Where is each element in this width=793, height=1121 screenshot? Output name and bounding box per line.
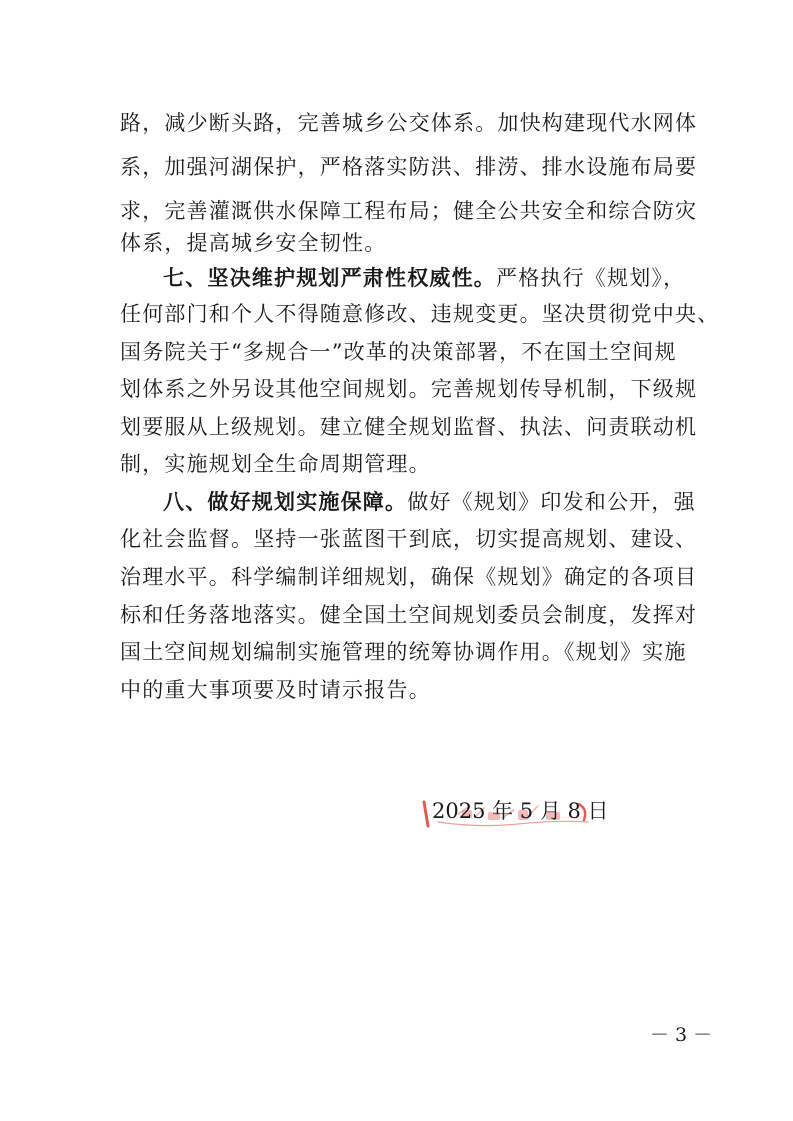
body-line: 路，减少断头路，完善城乡公交体系。加快构建现代水网体 (120, 111, 698, 135)
body-line: 国土空间规划编制实施管理的统筹协调作用。《规划》实施 (120, 640, 687, 664)
body-line: 标和任务落地落实。健全国土空间规划委员会制度，发挥对 (120, 603, 698, 627)
body-line: 中的重大事项要及时请示报告。 (120, 678, 431, 702)
document-date: 2025 年 5 月 8 日 (432, 799, 609, 823)
body-line: 制，实施规划全生命周期管理。 (120, 452, 431, 476)
body-line: 治理水平。科学编制详细规划，确保《规划》确定的各项目 (120, 565, 698, 589)
body-line: 化社会监督。坚持一张蓝图干到底，切实提高规划、建设、 (120, 527, 698, 551)
body-line: 体系，提高城乡安全韧性。 (120, 231, 387, 255)
body-line: 任何部门和个人不得随意修改、违规变更。坚决贯彻党中央、 (120, 302, 720, 326)
section-8-first-line-text: 做好《规划》印发和公开，强 (407, 490, 696, 514)
section-7-heading: 七、坚决维护规划严肃性权威性。 (163, 266, 496, 290)
page-number: － 3 － (650, 1024, 713, 1046)
section-8-first-line (163, 490, 723, 514)
section-7-first-line (163, 266, 723, 290)
body-line: 划体系之外另设其他空间规划。完善规划传导机制，下级规 (120, 377, 698, 401)
body-line: 划要服从上级规划。建立健全规划监督、执法、问责联动机 (120, 415, 698, 439)
section-8-heading: 八、做好规划实施保障。 (163, 490, 408, 514)
body-line: 求，完善灌溉供水保障工程布局；健全公共安全和综合防灾 (120, 199, 698, 223)
section-7-first-line-text: 严格执行《规划》， (496, 266, 686, 290)
body-line: 系，加强河湖保护，严格落实防洪、排涝、排水设施布局要 (120, 155, 698, 179)
body-line: 国务院关于“多规合一”改革的决策部署，不在国土空间规 (120, 340, 677, 364)
